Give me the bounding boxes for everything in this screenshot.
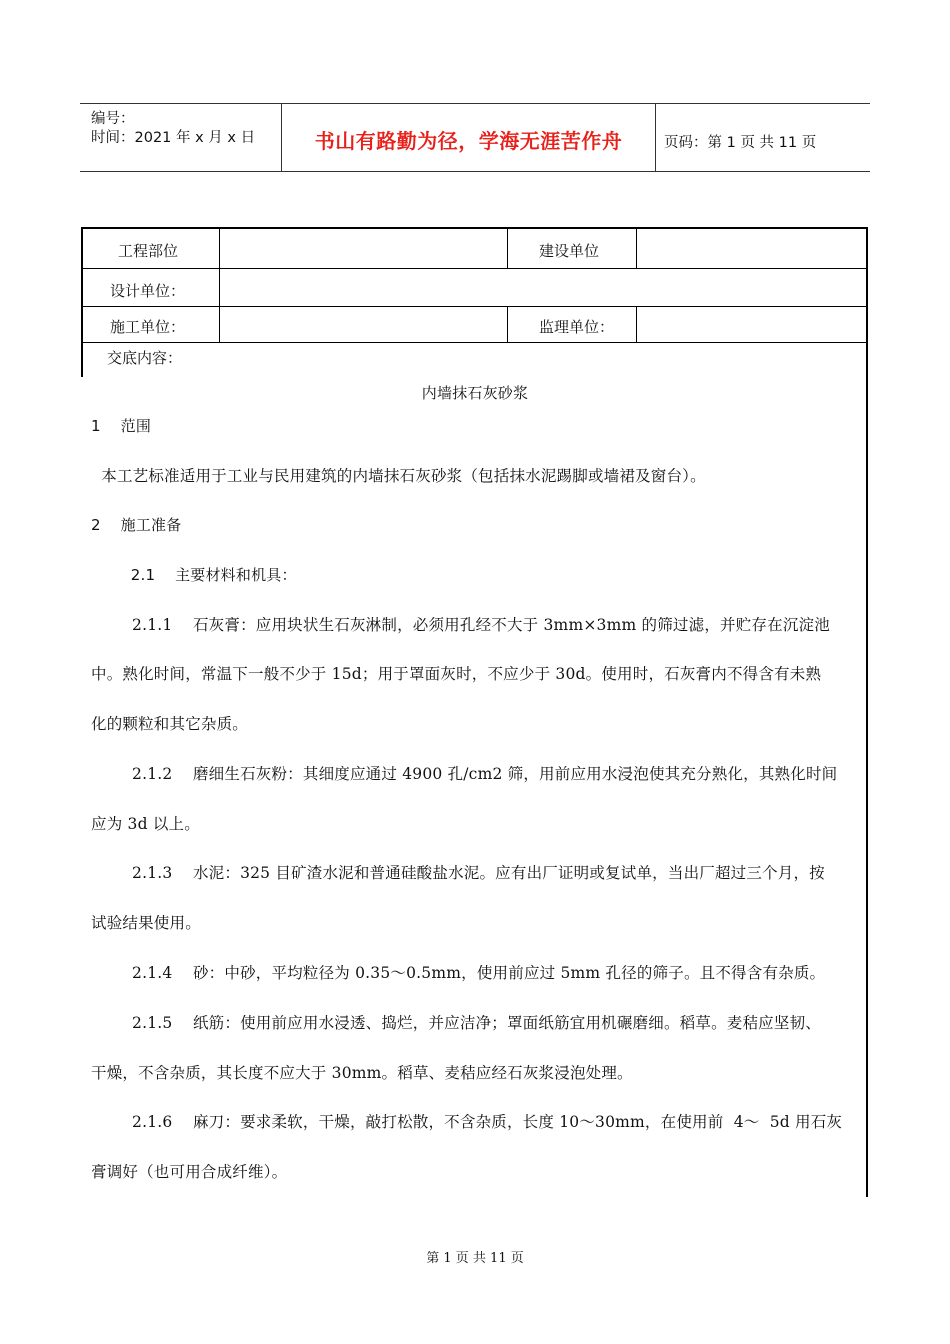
table-column-divider [636,306,637,342]
paragraph-line: 应为 3d 以上。 [91,815,200,833]
supervisor-label: 监理单位： [539,318,615,336]
builder-label: 建设单位 [539,242,600,260]
table-left-border [81,227,83,377]
header-top-rule [80,103,870,104]
paragraph-line: 2.1.5 纸筋：使用前应用水浸透、捣烂，并应洁净；罩面纸筋宜用机碾磨细。稻草。麦秸应坚韧、 [91,1014,821,1032]
constructor-label: 施工单位： [110,318,186,336]
paragraph-line: 膏调好（也可用合成纤维）。 [91,1163,288,1181]
table-top-border [81,227,868,229]
paragraph-line: 试验结果使用。 [91,914,201,932]
table-row-divider [81,342,868,343]
designer-label: 设计单位： [110,282,186,300]
page-footer: 第 1 页 共 11 页 [426,1251,524,1266]
paragraph-line: 2.1.6 麻刀：要求柔软，干燥，敲打松散，不含杂质，长度 10～30mm，在使用前 4～ 5d 用石灰 [91,1113,843,1131]
table-column-divider [507,306,508,342]
header-bottom-rule [80,171,870,172]
section-heading: 2 施工准备 [91,516,182,534]
paragraph-line: 干燥，不含杂质，其长度不应大于 30mm。稻草、麦秸应经石灰浆浸泡处理。 [91,1064,633,1082]
subsection-heading: 2.1 主要材料和机具： [91,566,297,584]
paragraph-line: 2.1.1 石灰膏：应用块状生石灰淋制，必须用孔经不大于 3mm×3mm 的筛过滤，并贮存在沉淀池 [91,616,830,634]
table-column-divider [219,228,220,342]
table-column-divider [507,228,508,268]
header-motto: 书山有路勤为径，学海无涯苦作舟 [314,129,623,153]
page-info: 页码：第 1 页 共 11 页 [664,135,817,151]
table-row-divider [81,306,868,307]
paragraph-line: 中。熟化时间，常温下一般不少于 15d；用于罩面灰时，不应少于 30d。使用时，石灰膏内不得含有未熟 [91,665,822,683]
document-title: 内墙抹石灰砂浆 [421,384,529,402]
paragraph-line: 本工艺标准适用于工业与民用建筑的内墙抹石灰砂浆（包括抹水泥踢脚或墙裙及窗台）。 [91,467,706,485]
project-part-label: 工程部位 [118,242,179,260]
header-divider-right [655,104,656,171]
paragraph-line: 2.1.3 水泥：325 目矿渣水泥和普通硅酸盐水泥。应有出厂证明或复试单，当出厂超过三个月，按 [91,864,825,882]
document-date: 时间：2021 年 x 月 x 日 [91,130,256,146]
paragraph-line: 2.1.2 磨细生石灰粉：其细度应通过 4900 孔/cm2 筛，用前应用水浸泡使其充分熟化，其熟化时间 [91,765,838,783]
table-row-divider [81,268,868,269]
content-label: 交底内容： [107,349,183,367]
table-column-divider [636,228,637,268]
document-number-label: 编号： [91,111,135,127]
section-heading: 1 范围 [91,417,152,435]
paragraph-line: 化的颗粒和其它杂质。 [91,715,249,733]
table-right-border [866,227,868,1197]
paragraph-line: 2.1.4 砂：中砂，平均粒径为 0.35～0.5mm，使用前应过 5mm 孔径的筛子。且不得含有杂质。 [91,964,826,982]
